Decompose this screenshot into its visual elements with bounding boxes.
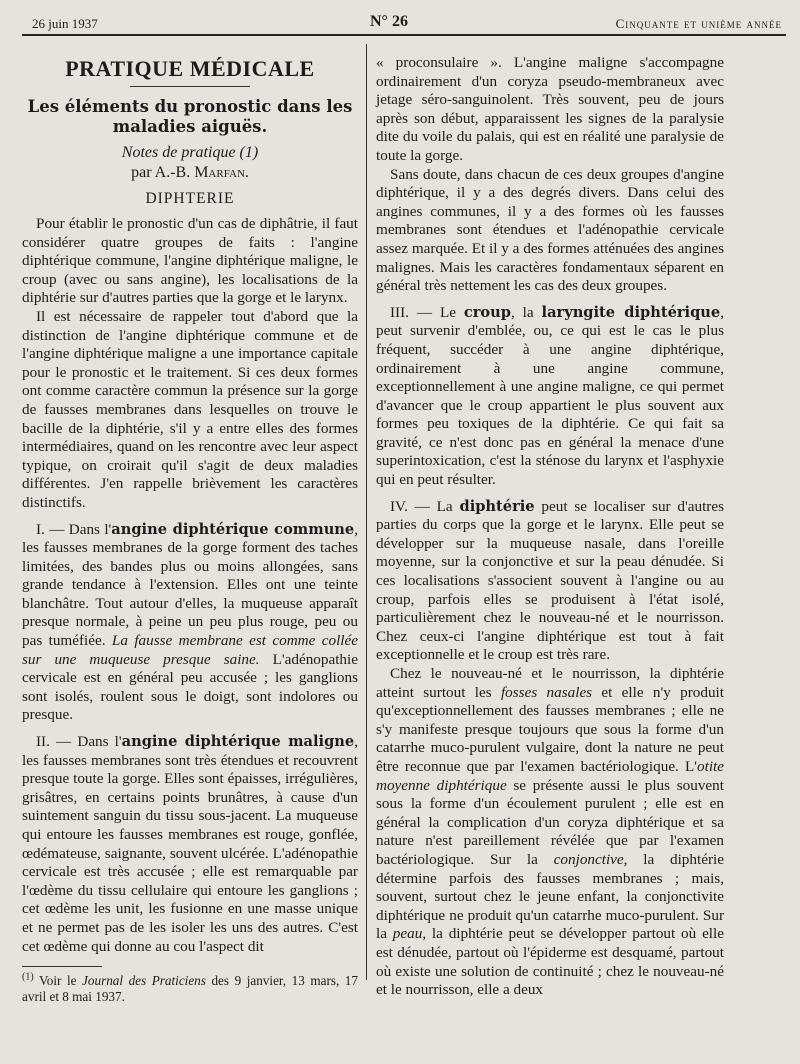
column-divider	[366, 44, 367, 980]
article-subheading: DIPHTERIE	[145, 190, 235, 207]
paragraph: Il est nécessaire de rappeler tout d'abord que la distinction de l'angine diphtérique commune et de l'angine diphtérique maligne a une importance capitale pour le pronostic et le traitement. Si ces deux formes ont comme caractère commun la présence sur la gorge de fausses membranes dans lesquelles on trouve le bacille de la diphtérie, s'il y a entre elles des formes intermédiaires, quand on les rencontre avec leur aspect typique, on croirait qu'il s'agit de deux maladies différentes. J'en rappelle brièvement les caractères distinctifs.	[22, 307, 358, 511]
footnote-rule	[22, 966, 102, 967]
article-subtitle: Notes de pratique (1)	[121, 144, 259, 161]
paragraph: Sans doute, dans chacun de ces deux groupes d'angine diphtérique, il y a des degrés divers. Dans celui des angines communes, il y a des formes où les fausses membranes sont étendues et l'adénopathie cervicale assez marquée. Et il y a des formes atténuées des angines malignes. Mais les caractères fondamentaux séparent en général très nettement les cas des deux groupes.	[376, 165, 724, 295]
journal-name: Journal des Praticiens	[82, 973, 206, 989]
right-column	[376, 54, 724, 1000]
paragraph: Pour établir le pronostic d'un cas de diphâtrie, il faut considérer quatre groupes de faits : l'angine diphtérique commune, l'angine diphtérique maligne, le croup (avec ou sans angine), les localisations de la diphtérie sur d'autres parties que la gorge et le larynx.	[22, 215, 358, 307]
byline-prefix: par A.-B.	[131, 164, 195, 181]
term-laryngite: laryngite diphtérique	[541, 303, 721, 321]
paragraph: « proconsulaire ». L'angine maligne s'accompagne ordinairement d'un coryza pseudo-membraneux avec jetage séro-sanguinolent. Très souvent, peu de jours après son début, apparaissent les signes de la paralysie dite du voile du palais, qui est en réalité une paralysie de toute la gorge.	[376, 54, 724, 164]
article-title: Les éléments du pronostic dans les maladies aiguës.	[27, 97, 353, 136]
paragraph-section-3: III. — Le croup, la laryngite diphtérique, peut survenir d'emblée, ou, ce qui est le cas le plus fréquent, succéder à une angine diphtérique, ordinairement à une angine commune, exceptionnellement à une angine maligne, ce qui permet d'avancer que le croup appartient le plus souvent aux formes peu toxiques de la diphtérie. Ce qui fait sa gravité, ce n'est donc pas en général la menace d'une superintoxication, c'est la sténose du larynx et l'asphyxie qui en peut résulter.	[376, 303, 724, 489]
title-rule	[130, 86, 250, 87]
issue-number: N° 26	[370, 13, 408, 30]
term-otite: otite moyenne diphtérique	[376, 757, 724, 794]
term-conjonctive: conjonctive	[553, 850, 624, 868]
left-column	[22, 46, 358, 1005]
term-diphterie: diphtérie	[459, 497, 535, 515]
term-angine-maligne: angine diphtérique maligne	[121, 733, 355, 751]
paragraph-section-4: IV. — La diphtérie peut se localiser sur d'autres parties du corps que la gorge et le larynx. Elle peut se développer sur la muqueuse nasale, dans l'oreille moyenne, sur la conjonctive et sur la peau dénudée. Si ces localisations s'associent souvent à l'angine ou au croup, parfois elles se produisent à l'état isolé, particulièrement chez le nouveau-né et le nourrisson. Chez ceux-ci l'angine diphtérique est tout à fait exceptionnelle et le croup est très rare.	[376, 497, 724, 664]
section-title: PRATIQUE MÉDICALE	[65, 56, 315, 81]
term-peau: peau	[392, 925, 423, 943]
paragraph: Chez le nouveau-né et le nourrisson, la diphtérie atteint surtout les fosses nasales et elle n'y produit qu'exceptionnellement des fausses membranes ; elle ne s'y manifeste presque toujours que sous la forme d'un catarrhe muco-purulent vulgaire, dont la nature ne peut être reconnue que par l'examen bactériologique. L'otite moyenne diphtérique se présente aussi le plus souvent sous la forme d'un écoulement purulent ; elle est en général la complication d'un coryza diphtérique et sa nature n'est pareillement révélée que par l'examen bactériologique. Sur la conjonctive, la diphtérie détermine parfois des fausses membranes ; mais, souvent, surtout chez le jeune enfant, la conjonctivite diphtérique ne produit qu'un catarrhe muco-purulent. Sur la peau, la diphtérie peut se développer partout où elle est dénudée, partout où l'épiderme est desquamé, partout où existe une solution de continuité ; chez le nouveau-né et le nourrisson, elle a deux	[376, 665, 724, 999]
footnote: $^{(1)}$ Voir le Journal des Praticiens des 9 janvier, 13 mars, 17 avril et 8 mai 1937.	[22, 971, 358, 1005]
emphasis-text: La fausse membrane est comme collée sur une muqueuse presque saine.	[22, 632, 358, 668]
paragraph-section-1: I. — Dans l'angine diphtérique commune, les fausses membranes de la gorge forment des taches limitées, des bandes plus ou moins allongées, sans grande tendance à l'extension. Elles ont une teinte blanchâtre. Tout autour d'elles, la muqueuse apparaît presque normale, à peine un peu plus rouge, peu ou pas tuméfiée. La fausse membrane est comme collée sur une muqueuse presque saine. L'adénopathie cervicale est en général peu accusée ; les ganglions sont isolés, roulent sous le doigt, sont indolores ou presque.	[22, 520, 358, 724]
term-croup: croup	[463, 303, 511, 321]
paragraph-section-2: II. — Dans l'angine diphtérique maligne, les fausses membranes sont très étendues et recouvrent presque toute la gorge. Elles sont épaisses, irrégulières, grisâtres, en certains points brunâtres, à cause d'un suintement sanguin du tissu sous-jacent. La muqueuse qui entoure les fausses membranes est rouge, gonflée, œdémateuse, saignante, souvent ulcérée. L'adénopathie cervicale est très accusée ; elle est remarquable par l'œdème du tissu cellulaire qui entoure les ganglions ; cet œdème les unit, les fusionne en une masse unique et ne permet pas de les isoler les uns des autres. C'est cet œdème qui donne au cou l'aspect dit	[22, 733, 358, 955]
header-rule	[22, 34, 786, 36]
page-header	[22, 12, 786, 34]
term-angine-commune: angine diphtérique commune	[111, 520, 355, 538]
footnote-mark: (1)	[22, 971, 34, 983]
issue-year: Cinquante et unième année	[615, 16, 782, 31]
article-byline	[22, 163, 358, 183]
author-name: Marfan.	[194, 164, 249, 181]
term-fosses-nasales: fosses nasales	[500, 683, 593, 701]
issue-date: 26 juin 1937	[32, 16, 98, 31]
